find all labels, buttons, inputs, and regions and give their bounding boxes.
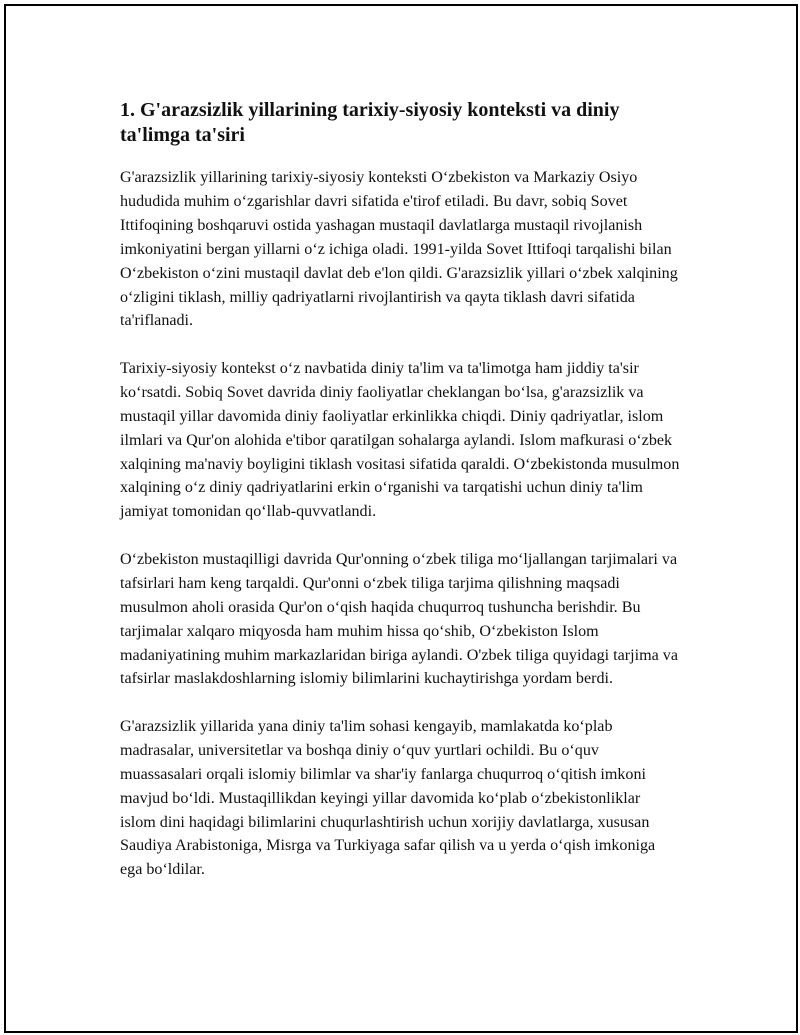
paragraph-4: G'arazsizlik yillarida yana diniy ta'lim sohasi kengayib, mamlakatda ko‘plab madrasalar, universitetlar va boshqa diniy o‘quv yurtlari ochildi. Bu o‘quv muassasalari orqali islomiy bilimlar va shar'iy fanlarga chuqurroq o‘qitish imkoni mavjud bo‘ldi. Mustaqillikdan keyingi yillar davomida ko‘plab o‘zbekistonliklar islom dini haqidagi bilimlarini chuqurlashtirish uchun xorijiy davlatlarga, xususan Saudiya Arabistoniga, Misrga va Turkiyaga safar qilish va u yerda o‘qish imkoniga ega bo‘ldilar. — [120, 717, 656, 879]
section-heading: 1. G'arazsizlik yillarining tarixiy-siyosiy konteksti va diniy ta'limga ta'siri — [120, 99, 620, 146]
paragraph-2: Tarixiy-siyosiy kontekst o‘z navbatida diniy ta'lim va ta'limotga ham jiddiy ta'sir ko‘rsatdi. Sobiq Sovet davrida diniy faoliyatlar cheklangan bo‘lsa, g'arazsizlik va mustaqil yillar davomida diniy faoliyatlar erkinlikka chiqdi. Diniy qadriyatlar, islom ilmlari va Qur'on alohida e'tibor qaratilgan sohalarga aylandi. Islom mafkurasi o‘zbek xalqining ma'naviy boyligini tiklash vositasi sifatida qaraldi. O‘zbekistonda musulmon xalqining o‘z diniy qadriyatlarini erkin o‘rganishi va tarqatishi uchun diniy ta'lim jamiyat tomonidan qo‘llab-quvvatlandi. — [120, 359, 680, 521]
paragraph-3: O‘zbekiston mustaqilligi davrida Qur'onning o‘zbek tiliga mo‘ljallangan tarjimalari va tafsirlari ham keng tarqaldi. Qur'onni o‘zbek tiliga tarjima qilishning maqsadi musulmon aholi orasida Qur'on o‘qish haqida chuqurroq tushuncha berishdir. Bu tarjimalar xalqaro miqyosda ham muhim hissa qo‘shib, O‘zbekiston Islom madaniyatining muhim markazlaridan biriga aylandi. O'zbek tiliga quyidagi tarjima va tafsirlar maslakdoshlarning islomiy bilimlarini kuchaytirishga yordam berdi. — [120, 550, 678, 688]
page-frame — [4, 4, 798, 1033]
paragraph-1: G'arazsizlik yillarining tarixiy-siyosiy konteksti O‘zbekiston va Markaziy Osiyo hududida muhim o‘zgarishlar davri sifatida e'tirof etiladi. Bu davr, sobiq Sovet Ittifoqining boshqaruvi ostida yashagan mustaqil davlatlarga mustaqil rivojlanish imkoniyatini bergan yillarni o‘z ichiga oladi. 1991-yilda Sovet Ittifoqi tarqalishi bilan O‘zbekiston o‘zini mustaqil davlat deb e'lon qildi. G'arazsizlik yillari o‘zbek xalqining o‘zligini tiklash, milliy qadriyatlarni rivojlantirish va qayta tiklash davri sifatida ta'riflanadi. — [120, 169, 678, 330]
document-body — [120, 98, 680, 906]
